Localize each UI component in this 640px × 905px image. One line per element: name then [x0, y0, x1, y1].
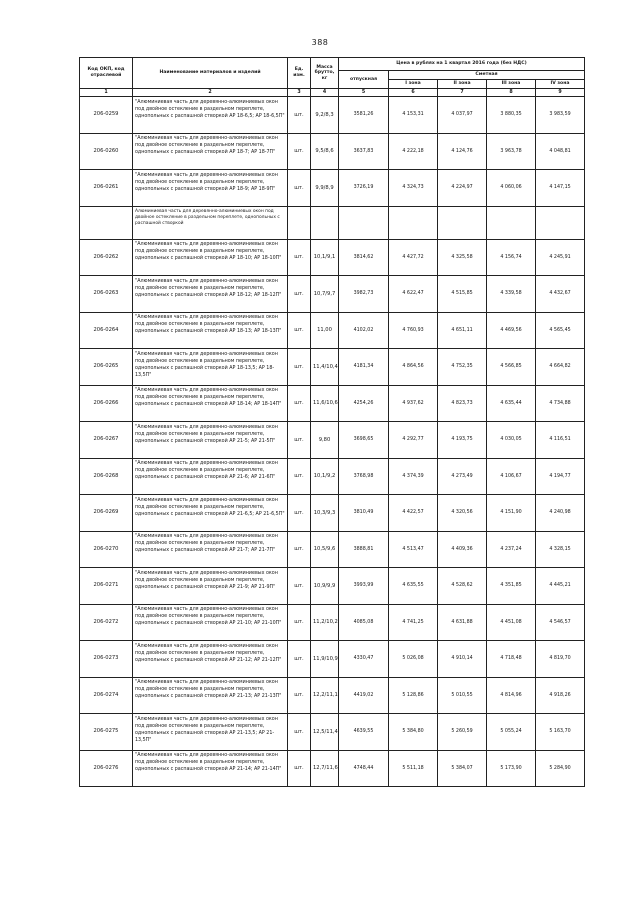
cell-code: 206-0261	[80, 170, 133, 207]
cell-mass: 9,80	[311, 422, 339, 459]
cell-zone3-price: 5 173,90	[487, 750, 536, 787]
cell-zone4-price: 5 284,90	[536, 750, 585, 787]
cell-unit: шт.	[288, 714, 311, 751]
cell-code: 206-0264	[80, 312, 133, 349]
cell-release-price: 3814,62	[339, 239, 389, 276]
cell-zone1-price: 4 427,72	[389, 239, 438, 276]
cell-name: "Алюминиевая часть для деревянно-алюминиевых окон под двойное остекление в раздельном переплете, однопольных с распашной створкой АР 21-9; АР 21-9П"	[133, 568, 288, 605]
cell-zone4-price: 4 116,51	[536, 422, 585, 459]
cell-code: 206-0259	[80, 97, 133, 134]
cell-zone2-price	[438, 206, 487, 239]
column-number: 7	[438, 89, 487, 97]
column-number: 4	[311, 89, 339, 97]
cell-code: 206-0266	[80, 385, 133, 422]
cell-unit: шт.	[288, 641, 311, 678]
cell-unit: шт.	[288, 422, 311, 459]
cell-unit: шт.	[288, 677, 311, 714]
cell-unit: шт.	[288, 750, 311, 787]
cell-code: 206-0276	[80, 750, 133, 787]
table-row	[80, 495, 585, 532]
cell-zone2-price: 4 037,97	[438, 97, 487, 134]
cell-unit: шт.	[288, 97, 311, 134]
cell-zone1-price: 5 384,80	[389, 714, 438, 751]
cell-zone3-price: 4 469,56	[487, 312, 536, 349]
cell-zone2-price: 4 325,58	[438, 239, 487, 276]
cell-unit: шт.	[288, 458, 311, 495]
table-row	[80, 750, 585, 787]
cell-mass	[311, 206, 339, 239]
cell-zone2-price: 4 651,11	[438, 312, 487, 349]
cell-mass: 10,7/9,7	[311, 276, 339, 313]
cell-unit: шт.	[288, 531, 311, 568]
cell-unit: шт.	[288, 495, 311, 532]
cell-name: "Алюминиевая часть для деревянно-алюминиевых окон под двойное остекление в раздельном переплете, однопольных с распашной створкой АР 18-12; АР 18-12П"	[133, 276, 288, 313]
column-number: 3	[288, 89, 311, 97]
header-code: Код ОКП, код отраслевой	[80, 58, 133, 89]
cell-zone4-price: 4 734,88	[536, 385, 585, 422]
cell-zone1-price: 5 026,08	[389, 641, 438, 678]
cell-zone1-price: 4 622,47	[389, 276, 438, 313]
cell-unit: шт.	[288, 239, 311, 276]
table-row	[80, 239, 585, 276]
table-row	[80, 97, 585, 134]
cell-mass: 9,5/8,6	[311, 133, 339, 170]
table-row	[80, 641, 585, 678]
cell-mass: 11,4/10,4	[311, 349, 339, 386]
cell-release-price	[339, 206, 389, 239]
cell-zone4-price	[536, 206, 585, 239]
cell-name: "Алюминиевая часть для деревянно-алюминиевых окон под двойное остекление в раздельном переплете, однопольных с распашной створкой АР 21-13; АР 21-13П"	[133, 677, 288, 714]
header-zone2: II зона	[438, 80, 487, 89]
cell-unit: шт.	[288, 170, 311, 207]
cell-name: "Алюминиевая часть для деревянно-алюминиевых окон под двойное остекление в раздельном переплете, однопольных с распашной створкой АР 21-12; АР 21-12П"	[133, 641, 288, 678]
cell-zone4-price: 4 918,26	[536, 677, 585, 714]
table-row	[80, 677, 585, 714]
cell-mass: 12,2/11,1	[311, 677, 339, 714]
cell-zone3-price	[487, 206, 536, 239]
column-number-row	[80, 89, 585, 97]
cell-zone2-price: 5 260,59	[438, 714, 487, 751]
cell-name: "Алюминиевая часть для деревянно-алюминиевых окон под двойное остекление в раздельном переплете, однопольных с распашной створкой АР 21-13,5; АР 21-13,5П"	[133, 714, 288, 751]
table-row	[80, 458, 585, 495]
cell-release-price: 3982,73	[339, 276, 389, 313]
cell-release-price: 3768,98	[339, 458, 389, 495]
table-row	[80, 349, 585, 386]
cell-zone4-price: 4 664,82	[536, 349, 585, 386]
cell-code: 206-0271	[80, 568, 133, 605]
cell-zone3-price: 4 814,96	[487, 677, 536, 714]
cell-name: "Алюминиевая часть для деревянно-алюминиевых окон под двойное остекление в раздельном переплете, однопольных с распашной створкой АР 18-14; АР 18-14П"	[133, 385, 288, 422]
cell-zone1-price: 4 937,62	[389, 385, 438, 422]
cell-zone2-price: 4 515,85	[438, 276, 487, 313]
page-number: 388	[311, 38, 329, 47]
table-row	[80, 276, 585, 313]
cell-zone4-price: 3 983,59	[536, 97, 585, 134]
cell-zone4-price: 4 147,15	[536, 170, 585, 207]
cell-unit: шт.	[288, 133, 311, 170]
cell-zone4-price: 4 565,45	[536, 312, 585, 349]
header-unit: Ед. изм.	[288, 58, 311, 89]
cell-zone3-price: 4 106,67	[487, 458, 536, 495]
cell-code: 206-0275	[80, 714, 133, 751]
table-row	[80, 170, 585, 207]
cell-zone2-price: 4 409,36	[438, 531, 487, 568]
cell-zone1-price: 4 153,31	[389, 97, 438, 134]
cell-name: "Алюминиевая часть для деревянно-алюминиевых окон под двойное остекление в раздельном переплете, однопольных с распашной створкой АР 21-6; АР 21-6П"	[133, 458, 288, 495]
cell-zone4-price: 4 194,77	[536, 458, 585, 495]
header-zone1: I зона	[389, 80, 438, 89]
table-row	[80, 133, 585, 170]
cell-mass: 9,9/8,9	[311, 170, 339, 207]
price-table	[79, 57, 585, 787]
column-number: 5	[339, 89, 389, 97]
cell-code: 206-0272	[80, 604, 133, 641]
cell-name: "Алюминиевая часть для деревянно-алюминиевых окон под двойное остекление в раздельном переплете, однопольных с распашной створкой АР 21-10; АР 21-10П"	[133, 604, 288, 641]
cell-zone3-price: 4 237,24	[487, 531, 536, 568]
cell-zone1-price: 5 511,18	[389, 750, 438, 787]
cell-zone3-price: 4 635,44	[487, 385, 536, 422]
cell-name: "Алюминиевая часть для деревянно-алюминиевых окон под двойное остекление в раздельном переплете, однопольных с распашной створкой АР 21-14; АР 21-14П"	[133, 750, 288, 787]
cell-name: "Алюминиевая часть для деревянно-алюминиевых окон под двойное остекление в раздельном переплете, однопольных с распашной створкой АР 18-9; АР 18-9П"	[133, 170, 288, 207]
cell-zone3-price: 4 156,74	[487, 239, 536, 276]
cell-unit: шт.	[288, 385, 311, 422]
cell-code: 206-0265	[80, 349, 133, 386]
cell-mass: 10,1/9,1	[311, 239, 339, 276]
cell-name: Алюминиевая часть для деревянно-алюминиевых окон под двойное остекление в раздельном переплете, однопольных с распашной створкой	[133, 206, 288, 239]
cell-zone3-price: 4 566,85	[487, 349, 536, 386]
cell-mass: 10,9/9,9	[311, 568, 339, 605]
cell-unit: шт.	[288, 276, 311, 313]
cell-zone3-price: 4 351,85	[487, 568, 536, 605]
cell-code: 206-0274	[80, 677, 133, 714]
cell-zone1-price: 4 222,18	[389, 133, 438, 170]
header-estimate: Сметная	[389, 71, 585, 80]
cell-code: 206-0269	[80, 495, 133, 532]
cell-release-price: 4639,55	[339, 714, 389, 751]
cell-zone1-price: 4 864,56	[389, 349, 438, 386]
table-row	[80, 714, 585, 751]
cell-zone2-price: 4 631,88	[438, 604, 487, 641]
cell-name: "Алюминиевая часть для деревянно-алюминиевых окон под двойное остекление в раздельном переплете, однопольных с распашной створкой АР 21-7; АР 21-7П"	[133, 531, 288, 568]
cell-zone2-price: 4 528,62	[438, 568, 487, 605]
cell-zone4-price: 4 546,57	[536, 604, 585, 641]
cell-zone2-price: 4 193,75	[438, 422, 487, 459]
cell-release-price: 3726,19	[339, 170, 389, 207]
cell-zone4-price: 4 432,67	[536, 276, 585, 313]
cell-unit: шт.	[288, 312, 311, 349]
cell-name: "Алюминиевая часть для деревянно-алюминиевых окон под двойное остекление в раздельном переплете, однопольных с распашной створкой АР 18-13; АР 18-13П"	[133, 312, 288, 349]
cell-mass: 10,3/9,3	[311, 495, 339, 532]
cell-release-price: 4748,44	[339, 750, 389, 787]
cell-mass: 11,2/10,2	[311, 604, 339, 641]
cell-zone4-price: 4 245,91	[536, 239, 585, 276]
cell-zone3-price: 3 880,35	[487, 97, 536, 134]
cell-release-price: 3993,99	[339, 568, 389, 605]
header-zone3: III зона	[487, 80, 536, 89]
cell-mass: 12,7/11,6	[311, 750, 339, 787]
header-price-group: Цена в рублях на 1 квартал 2016 года (без НДС)	[339, 58, 585, 71]
cell-zone4-price: 5 163,70	[536, 714, 585, 751]
cell-name: "Алюминиевая часть для деревянно-алюминиевых окон под двойное остекление в раздельном переплете, однопольных с распашной створкой АР 18-10; АР 18-10П"	[133, 239, 288, 276]
cell-code: 206-0267	[80, 422, 133, 459]
cell-zone2-price: 4 910,14	[438, 641, 487, 678]
cell-code	[80, 206, 133, 239]
table-row	[80, 568, 585, 605]
cell-release-price: 4181,34	[339, 349, 389, 386]
cell-zone3-price: 4 030,05	[487, 422, 536, 459]
cell-zone3-price: 5 055,24	[487, 714, 536, 751]
cell-mass: 10,5/9,6	[311, 531, 339, 568]
table-row	[80, 531, 585, 568]
table-row	[80, 385, 585, 422]
cell-mass: 10,1/9,2	[311, 458, 339, 495]
cell-name: "Алюминиевая часть для деревянно-алюминиевых окон под двойное остекление в раздельном переплете, однопольных с распашной створкой АР 21-6,5; АР 21-6,5П"	[133, 495, 288, 532]
cell-zone1-price: 4 292,77	[389, 422, 438, 459]
cell-code: 206-0273	[80, 641, 133, 678]
cell-zone1-price: 4 513,47	[389, 531, 438, 568]
cell-zone1-price: 4 741,25	[389, 604, 438, 641]
cell-zone3-price: 4 339,58	[487, 276, 536, 313]
column-number: 6	[389, 89, 438, 97]
cell-zone3-price: 4 718,48	[487, 641, 536, 678]
table-row	[80, 604, 585, 641]
cell-zone2-price: 5 384,07	[438, 750, 487, 787]
table-row	[80, 312, 585, 349]
cell-zone4-price: 4 328,15	[536, 531, 585, 568]
cell-zone2-price: 4 320,56	[438, 495, 487, 532]
cell-release-price: 3637,83	[339, 133, 389, 170]
cell-zone4-price: 4 819,70	[536, 641, 585, 678]
cell-zone2-price: 4 273,49	[438, 458, 487, 495]
cell-mass: 9,2/8,3	[311, 97, 339, 134]
cell-code: 206-0270	[80, 531, 133, 568]
cell-release-price: 3698,65	[339, 422, 389, 459]
table-body	[80, 97, 585, 787]
cell-zone1-price: 4 635,55	[389, 568, 438, 605]
cell-mass: 12,5/11,4	[311, 714, 339, 751]
cell-zone1-price: 4 324,73	[389, 170, 438, 207]
column-number: 9	[536, 89, 585, 97]
cell-release-price: 4419,02	[339, 677, 389, 714]
column-number: 1	[80, 89, 133, 97]
table-header-row	[80, 58, 585, 71]
cell-zone1-price: 4 422,57	[389, 495, 438, 532]
cell-zone4-price: 4 048,81	[536, 133, 585, 170]
cell-code: 206-0263	[80, 276, 133, 313]
cell-zone1-price: 4 374,39	[389, 458, 438, 495]
cell-release-price: 3888,81	[339, 531, 389, 568]
table-row	[80, 422, 585, 459]
column-number: 8	[487, 89, 536, 97]
cell-name: "Алюминиевая часть для деревянно-алюминиевых окон под двойное остекление в раздельном переплете, однопольных с распашной створкой АР 18-13,5; АР 18-13,5П"	[133, 349, 288, 386]
header-zone4: IV зона	[536, 80, 585, 89]
cell-zone2-price: 4 224,97	[438, 170, 487, 207]
header-name: Наименование материалов и изделий	[133, 58, 288, 89]
cell-code: 206-0268	[80, 458, 133, 495]
column-number: 2	[133, 89, 288, 97]
cell-code: 206-0260	[80, 133, 133, 170]
cell-zone4-price: 4 240,98	[536, 495, 585, 532]
cell-zone2-price: 4 752,35	[438, 349, 487, 386]
cell-unit	[288, 206, 311, 239]
cell-unit: шт.	[288, 568, 311, 605]
table-subheading-row	[80, 206, 585, 239]
cell-zone1-price	[389, 206, 438, 239]
cell-name: "Алюминиевая часть для деревянно-алюминиевых окон под двойное остекление в раздельном переплете, однопольных с распашной створкой АР 18-6,5; АР 18-6,5П"	[133, 97, 288, 134]
cell-release-price: 3581,26	[339, 97, 389, 134]
cell-release-price: 4330,47	[339, 641, 389, 678]
cell-unit: шт.	[288, 604, 311, 641]
cell-zone2-price: 4 124,76	[438, 133, 487, 170]
cell-name: "Алюминиевая часть для деревянно-алюминиевых окон под двойное остекление в раздельном переплете, однопольных с распашной створкой АР 21-5; АР 21-5П"	[133, 422, 288, 459]
cell-zone3-price: 4 060,06	[487, 170, 536, 207]
header-mass: Масса брутто, кг	[311, 58, 339, 89]
cell-zone1-price: 5 128,86	[389, 677, 438, 714]
cell-zone1-price: 4 760,93	[389, 312, 438, 349]
cell-zone3-price: 3 963,78	[487, 133, 536, 170]
cell-mass: 11,6/10,6	[311, 385, 339, 422]
cell-zone2-price: 4 823,73	[438, 385, 487, 422]
cell-zone3-price: 4 151,90	[487, 495, 536, 532]
cell-zone2-price: 5 010,55	[438, 677, 487, 714]
cell-code: 206-0262	[80, 239, 133, 276]
header-release: отпускная	[339, 71, 389, 89]
cell-release-price: 3810,49	[339, 495, 389, 532]
cell-zone4-price: 4 445,21	[536, 568, 585, 605]
cell-release-price: 4085,08	[339, 604, 389, 641]
cell-zone3-price: 4 451,08	[487, 604, 536, 641]
cell-release-price: 4102,02	[339, 312, 389, 349]
cell-unit: шт.	[288, 349, 311, 386]
cell-mass: 11,9/10,9	[311, 641, 339, 678]
cell-mass: 11,00	[311, 312, 339, 349]
cell-name: "Алюминиевая часть для деревянно-алюминиевых окон под двойное остекление в раздельном переплете, однопольных с распашной створкой АР 18-7; АР 18-7П"	[133, 133, 288, 170]
cell-release-price: 4254,26	[339, 385, 389, 422]
